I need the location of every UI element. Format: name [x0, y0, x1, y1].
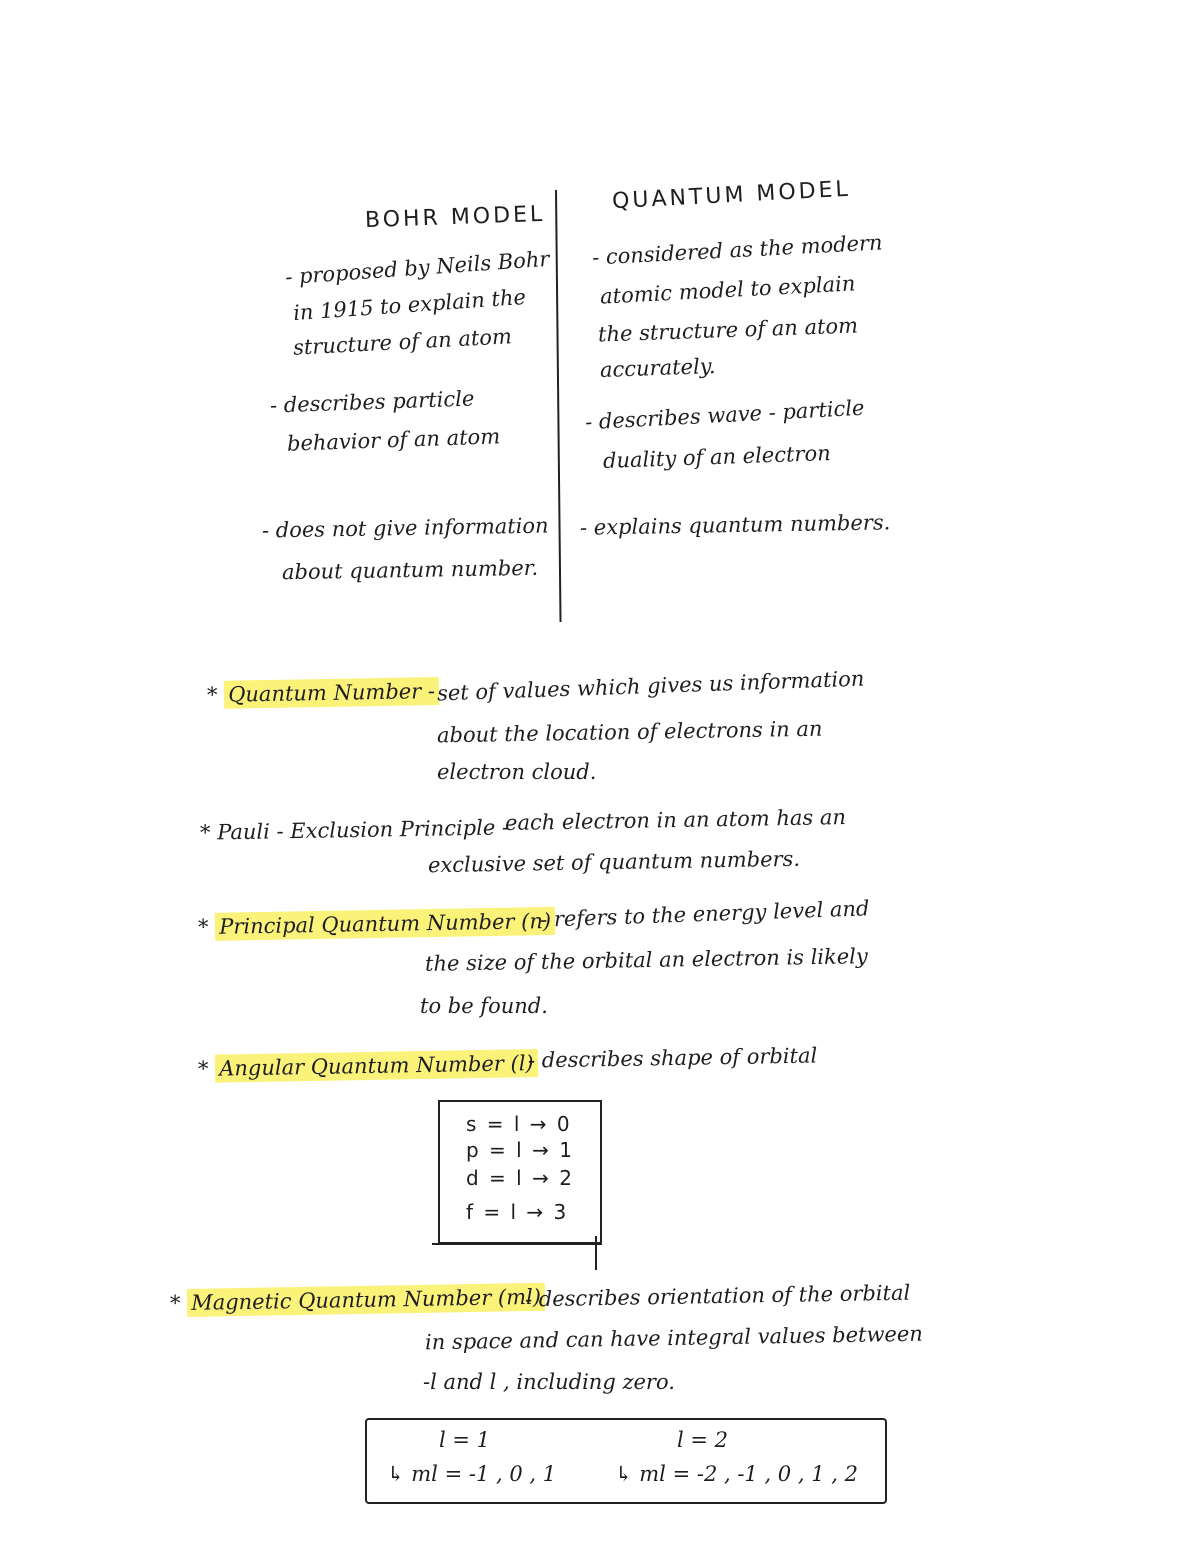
note-line: set of values which gives us information: [436, 666, 865, 706]
angular-row: f = l → 3: [466, 1200, 569, 1224]
note-line: - refers to the energy level and: [539, 896, 870, 932]
bohr-line: about quantum number.: [281, 555, 539, 585]
note-line: - describes shape of orbital: [527, 1043, 818, 1073]
note-line: in space and can have integral values between: [424, 1321, 924, 1355]
quantum-line: duality of an electron: [602, 441, 832, 473]
bohr-heading: BOHR MODEL: [364, 201, 546, 234]
note-term: Principal Quantum Number (n): [215, 907, 555, 941]
bohr-line: structure of an atom: [292, 324, 513, 360]
box-tail: [595, 1236, 597, 1270]
quantum-line: accurately.: [599, 353, 716, 383]
note-line: - describes orientation of the orbital: [524, 1280, 911, 1312]
bullet-icon: *: [197, 914, 209, 940]
bullet-icon: *: [197, 1056, 209, 1081]
angular-row: p = l → 1: [466, 1138, 574, 1162]
note-line: about the location of electrons in an: [436, 716, 823, 748]
bohr-line: - does not give information: [261, 513, 549, 543]
right-l-value: l = 2: [677, 1428, 729, 1452]
quantum-line: - considered as the modern: [591, 230, 884, 270]
angular-row: s = l → 0: [466, 1112, 572, 1136]
angular-values-box: [438, 1100, 602, 1244]
note-line: electron cloud.: [437, 760, 597, 784]
magnetic-values-box: [365, 1418, 887, 1504]
quantum-line: atomic model to explain: [599, 271, 856, 309]
left-ml-values: ↳ ml = -1 , 0 , 1: [387, 1462, 557, 1486]
bullet-icon: *: [169, 1291, 181, 1316]
bohr-line: in 1915 to explain the: [292, 284, 527, 326]
quantum-line: the structure of an atom: [597, 313, 859, 347]
quantum-line: - explains quantum numbers.: [579, 510, 891, 540]
note-line: the size of the orbital an electron is likely: [424, 944, 868, 976]
note-term: Magnetic Quantum Number (ml): [187, 1283, 545, 1317]
quantum-line: - describes wave - particle: [584, 395, 865, 435]
bohr-line: - describes particle: [269, 386, 475, 418]
column-divider: [555, 190, 562, 622]
quantum-heading: QUANTUM MODEL: [611, 176, 852, 215]
note-line: each electron in an atom has an: [504, 805, 847, 835]
note-term: Quantum Number -: [224, 677, 439, 709]
bullet-icon: *: [206, 682, 218, 708]
bullet-icon: *: [199, 820, 211, 845]
bohr-line: - proposed by Neils Bohr: [284, 246, 551, 290]
box-underline: [432, 1243, 602, 1245]
note-term: Angular Quantum Number (l): [215, 1049, 538, 1083]
note-line: exclusive set of quantum numbers.: [427, 846, 801, 878]
note-line: to be found.: [420, 994, 548, 1018]
bohr-line: behavior of an atom: [286, 424, 501, 456]
note-line: -l and l , including zero.: [423, 1370, 675, 1394]
note-term: Pauli - Exclusion Principle -: [216, 815, 510, 845]
angular-row: d = l → 2: [466, 1166, 574, 1190]
left-l-value: l = 1: [439, 1428, 491, 1452]
right-ml-values: ↳ ml = -2 , -1 , 0 , 1 , 2: [615, 1462, 858, 1486]
